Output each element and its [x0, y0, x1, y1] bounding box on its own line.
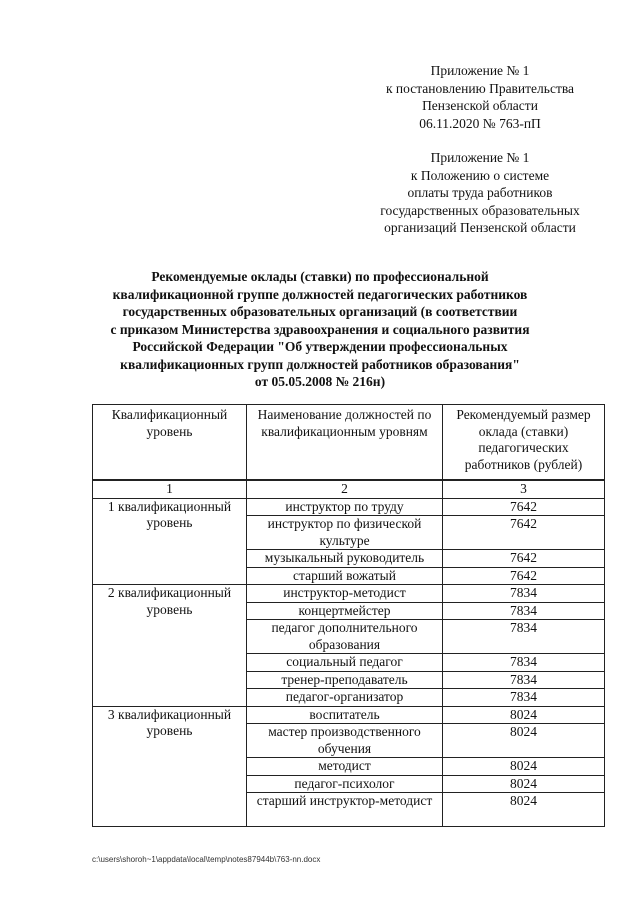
position-name: старший вожатый [247, 567, 443, 585]
title-line: Рекомендуемые оклады (ставки) по профессиональной [151, 269, 489, 284]
salary-value: 8024 [443, 724, 605, 758]
salary-table [92, 480, 605, 827]
appendix-1-line: Приложение № 1 [430, 63, 530, 78]
position-name: методист [247, 758, 443, 776]
salary-value: 8024 [443, 706, 605, 724]
position-name: педагог-психолог [247, 775, 443, 793]
position-name: инструктор по труду [247, 498, 443, 516]
title-line: квалификационной группе должностей педагогических работников [112, 286, 528, 302]
position-name: педагог-организатор [247, 689, 443, 707]
position-name: социальный педагог [247, 654, 443, 672]
column-number: 2 [247, 481, 443, 499]
appendix-2-block [360, 149, 600, 237]
appendix-1-block [360, 62, 600, 132]
salary-value: 7642 [443, 567, 605, 585]
qualification-level: 3 квалификационный уровень [93, 706, 247, 827]
header-position: Наименование должностей по квалификационным уровням [247, 405, 443, 480]
salary-table-header [92, 404, 605, 480]
position-name: музыкальный руководитель [247, 550, 443, 568]
appendix-1-line: Пензенской области [422, 98, 538, 113]
appendix-2-line: к Положению о системе [410, 167, 550, 183]
salary-value: 8024 [443, 793, 605, 827]
document-title [80, 268, 560, 391]
title-line: от 05.05.2008 № 216н) [254, 374, 386, 389]
salary-value: 7834 [443, 602, 605, 620]
salary-value: 7834 [443, 654, 605, 672]
footer-file-path: c:\users\shoroh~1\appdata\local\temp\notes87944b\763-nn.docx [92, 855, 321, 864]
appendix-2-line: оплаты труда работников [407, 185, 553, 200]
salary-value: 8024 [443, 775, 605, 793]
position-name: педагог дополнительного образования [247, 620, 443, 654]
position-name: концертмейстер [247, 602, 443, 620]
title-line: Российской Федерации "Об утверждении профессиональных [132, 339, 508, 354]
salary-value: 7642 [443, 498, 605, 516]
title-line: квалификационных групп должностей работников образования" [120, 356, 520, 372]
position-name: тренер-преподаватель [247, 671, 443, 689]
title-line: с приказом Министерства здравоохранения и социального развития [110, 321, 530, 337]
title-line: государственных образовательных организаций (в соответствии [122, 304, 518, 319]
appendix-2-line: организаций Пензенской области [384, 220, 576, 235]
appendix-2-line: Приложение № 1 [430, 150, 530, 165]
salary-value: 7642 [443, 550, 605, 568]
appendix-1-line: к постановлению Правительства [385, 80, 575, 96]
salary-value: 8024 [443, 758, 605, 776]
position-name: старший инструктор-методист [247, 793, 443, 827]
table-row [93, 498, 605, 516]
appendix-1-line: 06.11.2020 № 763-пП [419, 115, 541, 131]
qualification-level: 1 квалификационный уровень [93, 498, 247, 585]
position-name: воспитатель [247, 706, 443, 724]
position-name: мастер производственного обучения [247, 724, 443, 758]
position-name: инструктор-методист [247, 585, 443, 603]
column-number-row [93, 481, 605, 499]
position-name: инструктор по физической культуре [247, 516, 443, 550]
header-salary: Рекомендуемый размер оклада (ставки) педагогических работников (рублей) [443, 405, 605, 480]
salary-value: 7642 [443, 516, 605, 550]
table-row [93, 706, 605, 724]
header-level: Квалификационный уровень [93, 405, 247, 480]
salary-value: 7834 [443, 585, 605, 603]
table-row [93, 585, 605, 603]
qualification-level: 2 квалификационный уровень [93, 585, 247, 707]
column-number: 1 [93, 481, 247, 499]
column-number: 3 [443, 481, 605, 499]
salary-value: 7834 [443, 671, 605, 689]
salary-value: 7834 [443, 689, 605, 707]
appendix-2-line: государственных образовательных [380, 202, 580, 218]
salary-value: 7834 [443, 620, 605, 654]
